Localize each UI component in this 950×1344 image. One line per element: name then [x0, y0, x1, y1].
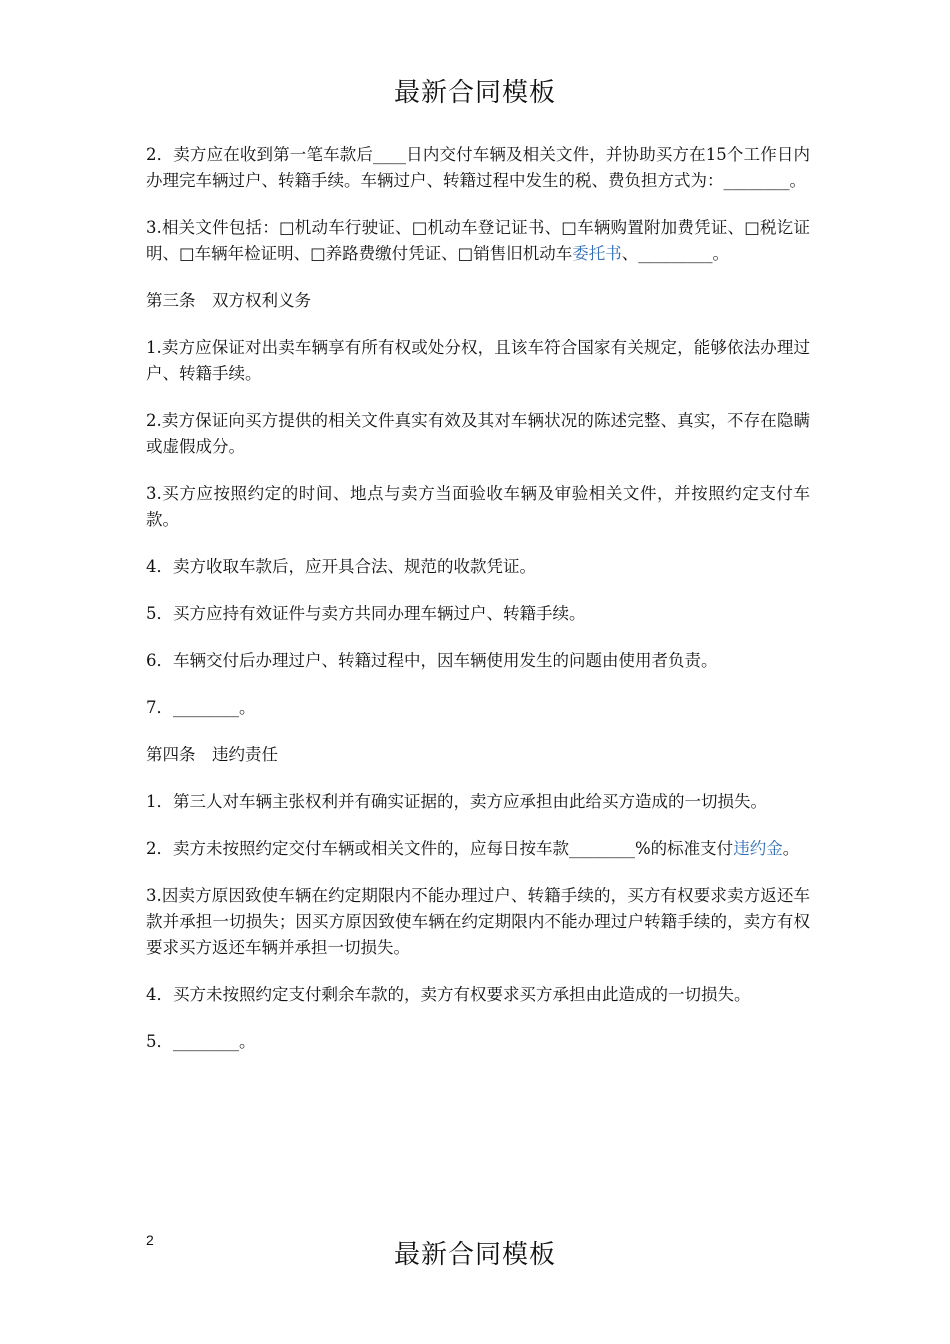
late-delivery-text: 2．卖方未按照约定交付车辆或相关文件的，应每日按车款________%的标准支付: [146, 839, 734, 858]
paragraph-blank-5: 5．________。: [146, 1032, 256, 1051]
document-body: [146, 142, 810, 1076]
paragraph-delivery-terms: 2．卖方应在收到第一笔车款后____日内交付车辆及相关文件，并协助买方在15个工作日内办理完车辆过户、转籍手续。车辆过户、转籍过程中发生的税、费负担方式为：________。: [146, 145, 810, 190]
link-liquidated-damages[interactable]: 违约金: [733, 839, 783, 858]
page-header-title: 最新合同模板: [393, 78, 556, 108]
paragraph-blank-7: 7．________。: [146, 698, 256, 717]
paragraph-documents-authentic: 2.卖方保证向买方提供的相关文件真实有效及其对车辆状况的陈述完整、真实，不存在隐瞒或虚假成分。: [146, 411, 810, 456]
paragraph-third-party-claim: 1．第三人对车辆主张权利并有确实证据的，卖方应承担由此给买方造成的一切损失。: [146, 792, 767, 811]
page-number: 2: [146, 1232, 154, 1248]
paragraph-joint-transfer: 5．买方应持有效证件与卖方共同办理车辆过户、转籍手续。: [146, 604, 586, 623]
paragraph-receipt: 4．卖方收取车款后，应开具合法、规范的收款凭证。: [146, 557, 536, 576]
section-heading-liability: 第四条 违约责任: [146, 745, 278, 764]
section-heading-rights-obligations: 第三条 双方权利义务: [146, 291, 311, 310]
page-footer-title: 最新合同模板: [393, 1240, 556, 1270]
paragraph-usage-responsibility: 6．车辆交付后办理过户、转籍过程中，因车辆使用发生的问题由使用者负责。: [146, 651, 718, 670]
paragraph-late-delivery: [146, 836, 810, 862]
paragraph-buyer-inspection: 3.买方应按照约定的时间、地点与卖方当面验收车辆及审验相关文件，并按照约定支付车款。: [146, 484, 810, 529]
paragraph-ownership-guarantee: 1.卖方应保证对出卖车辆享有所有权或处分权，且该车符合国家有关规定，能够依法办理过户、转籍手续。: [146, 338, 810, 383]
paragraph-related-documents: [146, 215, 810, 267]
paragraph-transfer-failure: 3.因卖方原因致使车辆在约定期限内不能办理过户、转籍手续的，买方有权要求卖方返还车款并承担一切损失；因买方原因致使车辆在约定期限内不能办理过户转籍手续的，卖方有权要求买方返还车辆并承担一切损失。: [146, 886, 810, 957]
related-documents-blank: 、_________。: [621, 244, 730, 263]
late-delivery-end: 。: [782, 839, 800, 858]
related-documents-text: 3.相关文件包括：□机动车行驶证、□机动车登记证书、□车辆购置附加费凭证、□税讫证明、□车辆年检证明、□养路费缴付凭证、□销售旧机动车: [146, 218, 810, 263]
link-power-of-attorney[interactable]: 委托书: [572, 244, 622, 263]
paragraph-unpaid-balance: 4．买方未按照约定支付剩余车款的，卖方有权要求买方承担由此造成的一切损失。: [146, 985, 751, 1004]
